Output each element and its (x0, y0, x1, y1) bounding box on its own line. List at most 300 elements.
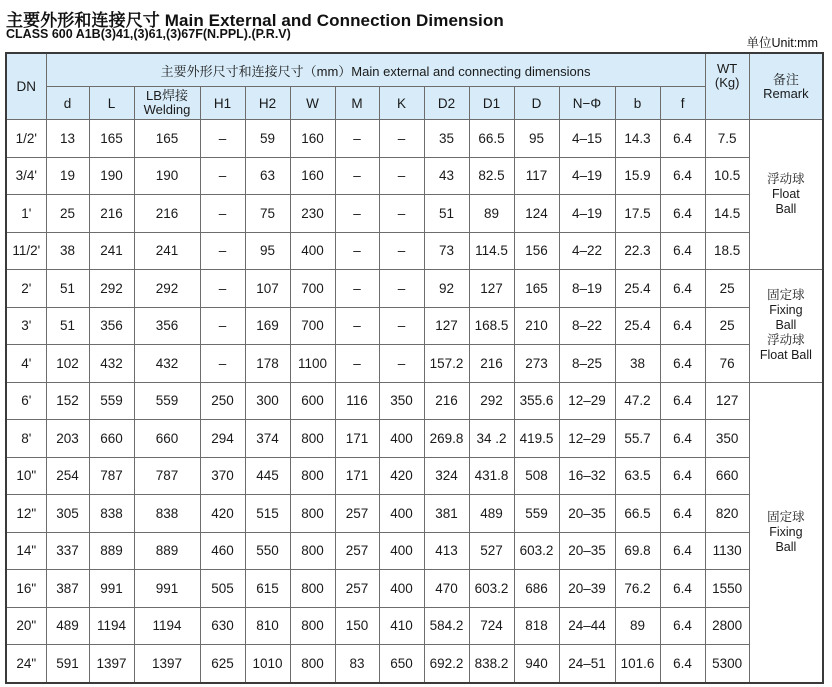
cell-d2: 73 (424, 232, 469, 270)
cell-b: 25.4 (615, 270, 660, 308)
cell-h1: – (200, 157, 245, 195)
cell-f: 6.4 (660, 495, 705, 533)
col-D-header: D (514, 87, 559, 120)
cell-d: 95 (514, 120, 559, 158)
remark-cell (749, 382, 823, 683)
cell-k: 400 (379, 532, 424, 570)
remark-cell (749, 270, 823, 383)
cell-l: 190 (89, 157, 134, 195)
cell-k: 650 (379, 645, 424, 683)
cell-d1: 168.5 (469, 307, 514, 345)
cell-f: 6.4 (660, 607, 705, 645)
cell-w: 800 (290, 420, 335, 458)
col-W-header: W (290, 87, 335, 120)
cell-d: 508 (514, 457, 559, 495)
cell-d: 124 (514, 195, 559, 233)
cell-dn: 2' (6, 270, 46, 308)
wt-header-line1: WT (717, 61, 738, 76)
dn-header: DN (6, 53, 46, 120)
cell-b: 69.8 (615, 532, 660, 570)
cell-w: 230 (290, 195, 335, 233)
cell-b: 15.9 (615, 157, 660, 195)
table-row (6, 382, 823, 420)
cell-m: 171 (335, 457, 379, 495)
cell-h1: 420 (200, 495, 245, 533)
table-row (6, 157, 823, 195)
cell-d1: 603.2 (469, 570, 514, 608)
col-LB-header (134, 87, 200, 120)
wt-header (705, 53, 749, 120)
page-title: 主要外形和连接尺寸 Main External and Connection Dimension (6, 11, 504, 30)
cell-d: 165 (514, 270, 559, 308)
cell-k: 350 (379, 382, 424, 420)
cell-wt: 1130 (705, 532, 749, 570)
cell-d: 559 (514, 495, 559, 533)
cell-h2: 550 (245, 532, 290, 570)
cell-wt: 25 (705, 270, 749, 308)
cell-dn: 11/2' (6, 232, 46, 270)
cell-d: 25 (46, 195, 89, 233)
cell-h2: 107 (245, 270, 290, 308)
cell-m: 257 (335, 495, 379, 533)
cell-n: 20–35 (559, 532, 615, 570)
cell-l: 1194 (89, 607, 134, 645)
cell-f: 6.4 (660, 195, 705, 233)
cell-l: 660 (89, 420, 134, 458)
cell-h2: 615 (245, 570, 290, 608)
cell-wt: 10.5 (705, 157, 749, 195)
cell-f: 6.4 (660, 157, 705, 195)
cell-lb: 787 (134, 457, 200, 495)
cell-h2: 374 (245, 420, 290, 458)
cell-d2: 127 (424, 307, 469, 345)
cell-d: 489 (46, 607, 89, 645)
cell-l: 991 (89, 570, 134, 608)
cell-f: 6.4 (660, 457, 705, 495)
cell-w: 800 (290, 532, 335, 570)
cell-d2: 324 (424, 457, 469, 495)
cell-d2: 692.2 (424, 645, 469, 683)
cell-h1: 630 (200, 607, 245, 645)
cell-m: – (335, 307, 379, 345)
cell-b: 101.6 (615, 645, 660, 683)
cell-d2: 157.2 (424, 345, 469, 383)
cell-w: 160 (290, 157, 335, 195)
cell-d2: 413 (424, 532, 469, 570)
cell-d: 13 (46, 120, 89, 158)
cell-l: 432 (89, 345, 134, 383)
header-row-2 (6, 87, 823, 120)
cell-h1: – (200, 270, 245, 308)
cell-k: – (379, 345, 424, 383)
cell-w: 1100 (290, 345, 335, 383)
cell-d1: 114.5 (469, 232, 514, 270)
cell-w: 800 (290, 457, 335, 495)
cell-l: 1397 (89, 645, 134, 683)
cell-l: 889 (89, 532, 134, 570)
cell-lb: 356 (134, 307, 200, 345)
cell-d: 818 (514, 607, 559, 645)
cell-l: 787 (89, 457, 134, 495)
cell-h1: 370 (200, 457, 245, 495)
cell-d1: 489 (469, 495, 514, 533)
cell-w: 800 (290, 570, 335, 608)
cell-w: 700 (290, 307, 335, 345)
cell-d2: 584.2 (424, 607, 469, 645)
cell-lb: 292 (134, 270, 200, 308)
cell-d2: 269.8 (424, 420, 469, 458)
cell-dn: 16" (6, 570, 46, 608)
cell-d2: 381 (424, 495, 469, 533)
col-LB-line1: LB焊接 (146, 88, 188, 103)
cell-m: – (335, 157, 379, 195)
cell-h2: 63 (245, 157, 290, 195)
cell-l: 165 (89, 120, 134, 158)
cell-b: 22.3 (615, 232, 660, 270)
cell-d: 591 (46, 645, 89, 683)
dimensions-group-header: 主要外形尺寸和连接尺寸（mm）Main external and connecting dimensions (46, 53, 705, 87)
cell-lb: 432 (134, 345, 200, 383)
cell-dn: 6' (6, 382, 46, 420)
cell-w: 800 (290, 645, 335, 683)
cell-n: 4–19 (559, 157, 615, 195)
cell-h1: – (200, 120, 245, 158)
cell-b: 63.5 (615, 457, 660, 495)
col-d-header: d (46, 87, 89, 120)
cell-d1: 838.2 (469, 645, 514, 683)
cell-d: 337 (46, 532, 89, 570)
cell-d2: 92 (424, 270, 469, 308)
table-row (6, 345, 823, 383)
cell-f: 6.4 (660, 345, 705, 383)
table-row (6, 532, 823, 570)
cell-d: 419.5 (514, 420, 559, 458)
cell-d: 19 (46, 157, 89, 195)
cell-h2: 1010 (245, 645, 290, 683)
cell-m: – (335, 195, 379, 233)
cell-lb: 1397 (134, 645, 200, 683)
remark-line: 固定球 (767, 509, 805, 524)
cell-w: 400 (290, 232, 335, 270)
cell-f: 6.4 (660, 232, 705, 270)
cell-h1: 250 (200, 382, 245, 420)
cell-h1: – (200, 307, 245, 345)
cell-m: – (335, 120, 379, 158)
col-H1-header: H1 (200, 87, 245, 120)
cell-d: 686 (514, 570, 559, 608)
cell-dn: 1/2' (6, 120, 46, 158)
table-row (6, 420, 823, 458)
cell-lb: 991 (134, 570, 200, 608)
cell-lb: 889 (134, 532, 200, 570)
cell-d1: 527 (469, 532, 514, 570)
cell-f: 6.4 (660, 120, 705, 158)
cell-n: 8–22 (559, 307, 615, 345)
cell-dn: 3/4' (6, 157, 46, 195)
cell-h1: 460 (200, 532, 245, 570)
cell-l: 838 (89, 495, 134, 533)
cell-h2: 810 (245, 607, 290, 645)
cell-lb: 1194 (134, 607, 200, 645)
cell-l: 356 (89, 307, 134, 345)
cell-d1: 431.8 (469, 457, 514, 495)
col-f-header: f (660, 87, 705, 120)
remark-header-line1: 备注 (772, 71, 799, 87)
cell-f: 6.4 (660, 307, 705, 345)
col-M-header: M (335, 87, 379, 120)
cell-d: 156 (514, 232, 559, 270)
cell-b: 17.5 (615, 195, 660, 233)
cell-dn: 20" (6, 607, 46, 645)
cell-n: 20–35 (559, 495, 615, 533)
cell-w: 700 (290, 270, 335, 308)
cell-f: 6.4 (660, 532, 705, 570)
table-row (6, 120, 823, 158)
cell-k: 400 (379, 495, 424, 533)
cell-dn: 24" (6, 645, 46, 683)
cell-d1: 82.5 (469, 157, 514, 195)
cell-k: 400 (379, 570, 424, 608)
cell-h1: 505 (200, 570, 245, 608)
cell-wt: 76 (705, 345, 749, 383)
cell-k: – (379, 307, 424, 345)
cell-b: 76.2 (615, 570, 660, 608)
col-LB-line2: Welding (143, 102, 191, 117)
cell-h1: – (200, 232, 245, 270)
remark-line: Float Ball (759, 348, 812, 363)
cell-n: 16–32 (559, 457, 615, 495)
cell-d2: 51 (424, 195, 469, 233)
cell-dn: 3' (6, 307, 46, 345)
cell-dn: 1' (6, 195, 46, 233)
table-row (6, 607, 823, 645)
col-L-header: L (89, 87, 134, 120)
cell-m: 150 (335, 607, 379, 645)
cell-n: 8–19 (559, 270, 615, 308)
cell-d1: 89 (469, 195, 514, 233)
cell-wt: 127 (705, 382, 749, 420)
cell-d2: 216 (424, 382, 469, 420)
cell-d: 51 (46, 270, 89, 308)
col-D2-header: D2 (424, 87, 469, 120)
cell-d: 203 (46, 420, 89, 458)
remark-line: Fixing (769, 303, 803, 318)
cell-d1: 292 (469, 382, 514, 420)
cell-d: 603.2 (514, 532, 559, 570)
cell-wt: 350 (705, 420, 749, 458)
cell-k: – (379, 157, 424, 195)
cell-k: 420 (379, 457, 424, 495)
cell-l: 292 (89, 270, 134, 308)
cell-wt: 7.5 (705, 120, 749, 158)
cell-b: 14.3 (615, 120, 660, 158)
cell-k: – (379, 120, 424, 158)
col-D1-header: D1 (469, 87, 514, 120)
cell-m: 257 (335, 570, 379, 608)
cell-h1: 625 (200, 645, 245, 683)
cell-lb: 216 (134, 195, 200, 233)
cell-lb: 559 (134, 382, 200, 420)
table-row (6, 570, 823, 608)
cell-n: 4–22 (559, 232, 615, 270)
col-H2-header: H2 (245, 87, 290, 120)
remark-line: Float (771, 187, 800, 201)
cell-h2: 75 (245, 195, 290, 233)
cell-d: 355.6 (514, 382, 559, 420)
cell-n: 4–19 (559, 195, 615, 233)
cell-b: 55.7 (615, 420, 660, 458)
wt-header-line2: (Kg) (714, 75, 740, 90)
cell-m: 116 (335, 382, 379, 420)
cell-m: – (335, 345, 379, 383)
cell-f: 6.4 (660, 645, 705, 683)
cell-d: 387 (46, 570, 89, 608)
cell-h2: 95 (245, 232, 290, 270)
cell-h1: – (200, 195, 245, 233)
cell-f: 6.4 (660, 382, 705, 420)
cell-dn: 4' (6, 345, 46, 383)
cell-wt: 18.5 (705, 232, 749, 270)
cell-d1: 127 (469, 270, 514, 308)
cell-w: 800 (290, 607, 335, 645)
cell-l: 559 (89, 382, 134, 420)
cell-m: 257 (335, 532, 379, 570)
cell-d: 117 (514, 157, 559, 195)
table-body (6, 120, 823, 683)
cell-b: 25.4 (615, 307, 660, 345)
cell-n: 24–44 (559, 607, 615, 645)
cell-dn: 12" (6, 495, 46, 533)
cell-k: – (379, 232, 424, 270)
table-row (6, 195, 823, 233)
remark-header-line2: Remark (763, 85, 809, 101)
cell-lb: 190 (134, 157, 200, 195)
cell-n: 12–29 (559, 382, 615, 420)
cell-h2: 59 (245, 120, 290, 158)
remark-line: 固定球 (767, 288, 805, 303)
cell-lb: 838 (134, 495, 200, 533)
table-row (6, 307, 823, 345)
cell-d2: 470 (424, 570, 469, 608)
unit-label: 单位Unit:mm (746, 36, 818, 50)
cell-lb: 660 (134, 420, 200, 458)
cell-b: 38 (615, 345, 660, 383)
cell-n: 12–29 (559, 420, 615, 458)
cell-b: 66.5 (615, 495, 660, 533)
cell-wt: 2800 (705, 607, 749, 645)
remark-line: Ball (775, 539, 797, 554)
col-K-header: K (379, 87, 424, 120)
dimension-table (5, 52, 824, 684)
cell-h2: 300 (245, 382, 290, 420)
cell-k: – (379, 195, 424, 233)
cell-n: 4–15 (559, 120, 615, 158)
cell-m: 83 (335, 645, 379, 683)
cell-k: 400 (379, 420, 424, 458)
cell-l: 241 (89, 232, 134, 270)
cell-h2: 178 (245, 345, 290, 383)
cell-wt: 1550 (705, 570, 749, 608)
cell-wt: 14.5 (705, 195, 749, 233)
cell-w: 600 (290, 382, 335, 420)
cell-d2: 35 (424, 120, 469, 158)
cell-w: 160 (290, 120, 335, 158)
cell-f: 6.4 (660, 570, 705, 608)
cell-d: 940 (514, 645, 559, 683)
cell-m: – (335, 270, 379, 308)
remark-line: 浮动球 (767, 172, 805, 186)
cell-dn: 10" (6, 457, 46, 495)
cell-d: 152 (46, 382, 89, 420)
remark-line: 浮动球 (767, 333, 805, 348)
cell-wt: 660 (705, 457, 749, 495)
cell-m: 171 (335, 420, 379, 458)
cell-b: 47.2 (615, 382, 660, 420)
cell-d1: 724 (469, 607, 514, 645)
cell-h1: – (200, 345, 245, 383)
remark-cell (749, 120, 823, 270)
cell-wt: 820 (705, 495, 749, 533)
cell-d: 51 (46, 307, 89, 345)
header-row-1 (6, 53, 823, 87)
cell-d1: 216 (469, 345, 514, 383)
col-b-header: b (615, 87, 660, 120)
cell-d: 305 (46, 495, 89, 533)
cell-d: 254 (46, 457, 89, 495)
table-row (6, 645, 823, 683)
table-row (6, 232, 823, 270)
cell-dn: 14" (6, 532, 46, 570)
table-row (6, 495, 823, 533)
cell-d: 102 (46, 345, 89, 383)
cell-d: 210 (514, 307, 559, 345)
cell-h1: 294 (200, 420, 245, 458)
cell-d1: 34 .2 (469, 420, 514, 458)
cell-h2: 445 (245, 457, 290, 495)
col-N-header: N−Φ (559, 87, 615, 120)
table-row (6, 457, 823, 495)
cell-n: 8–25 (559, 345, 615, 383)
cell-k: – (379, 270, 424, 308)
remark-line: Ball (775, 318, 797, 333)
cell-m: – (335, 232, 379, 270)
table-row (6, 270, 823, 308)
cell-d2: 43 (424, 157, 469, 195)
cell-d: 273 (514, 345, 559, 383)
cell-d1: 66.5 (469, 120, 514, 158)
remark-line: Ball (775, 202, 797, 216)
cell-lb: 241 (134, 232, 200, 270)
cell-k: 410 (379, 607, 424, 645)
remark-line: Fixing (769, 524, 803, 539)
cell-w: 800 (290, 495, 335, 533)
cell-dn: 8' (6, 420, 46, 458)
cell-h2: 515 (245, 495, 290, 533)
class-subtitle: CLASS 600 A1B(3)41,(3)61,(3)67F(N.PPL).(P.R.V) (6, 27, 291, 41)
cell-d: 38 (46, 232, 89, 270)
cell-wt: 5300 (705, 645, 749, 683)
cell-b: 89 (615, 607, 660, 645)
remark-header (749, 53, 823, 120)
cell-n: 24–51 (559, 645, 615, 683)
cell-h2: 169 (245, 307, 290, 345)
cell-l: 216 (89, 195, 134, 233)
cell-n: 20–39 (559, 570, 615, 608)
cell-f: 6.4 (660, 270, 705, 308)
cell-lb: 165 (134, 120, 200, 158)
cell-wt: 25 (705, 307, 749, 345)
cell-f: 6.4 (660, 420, 705, 458)
